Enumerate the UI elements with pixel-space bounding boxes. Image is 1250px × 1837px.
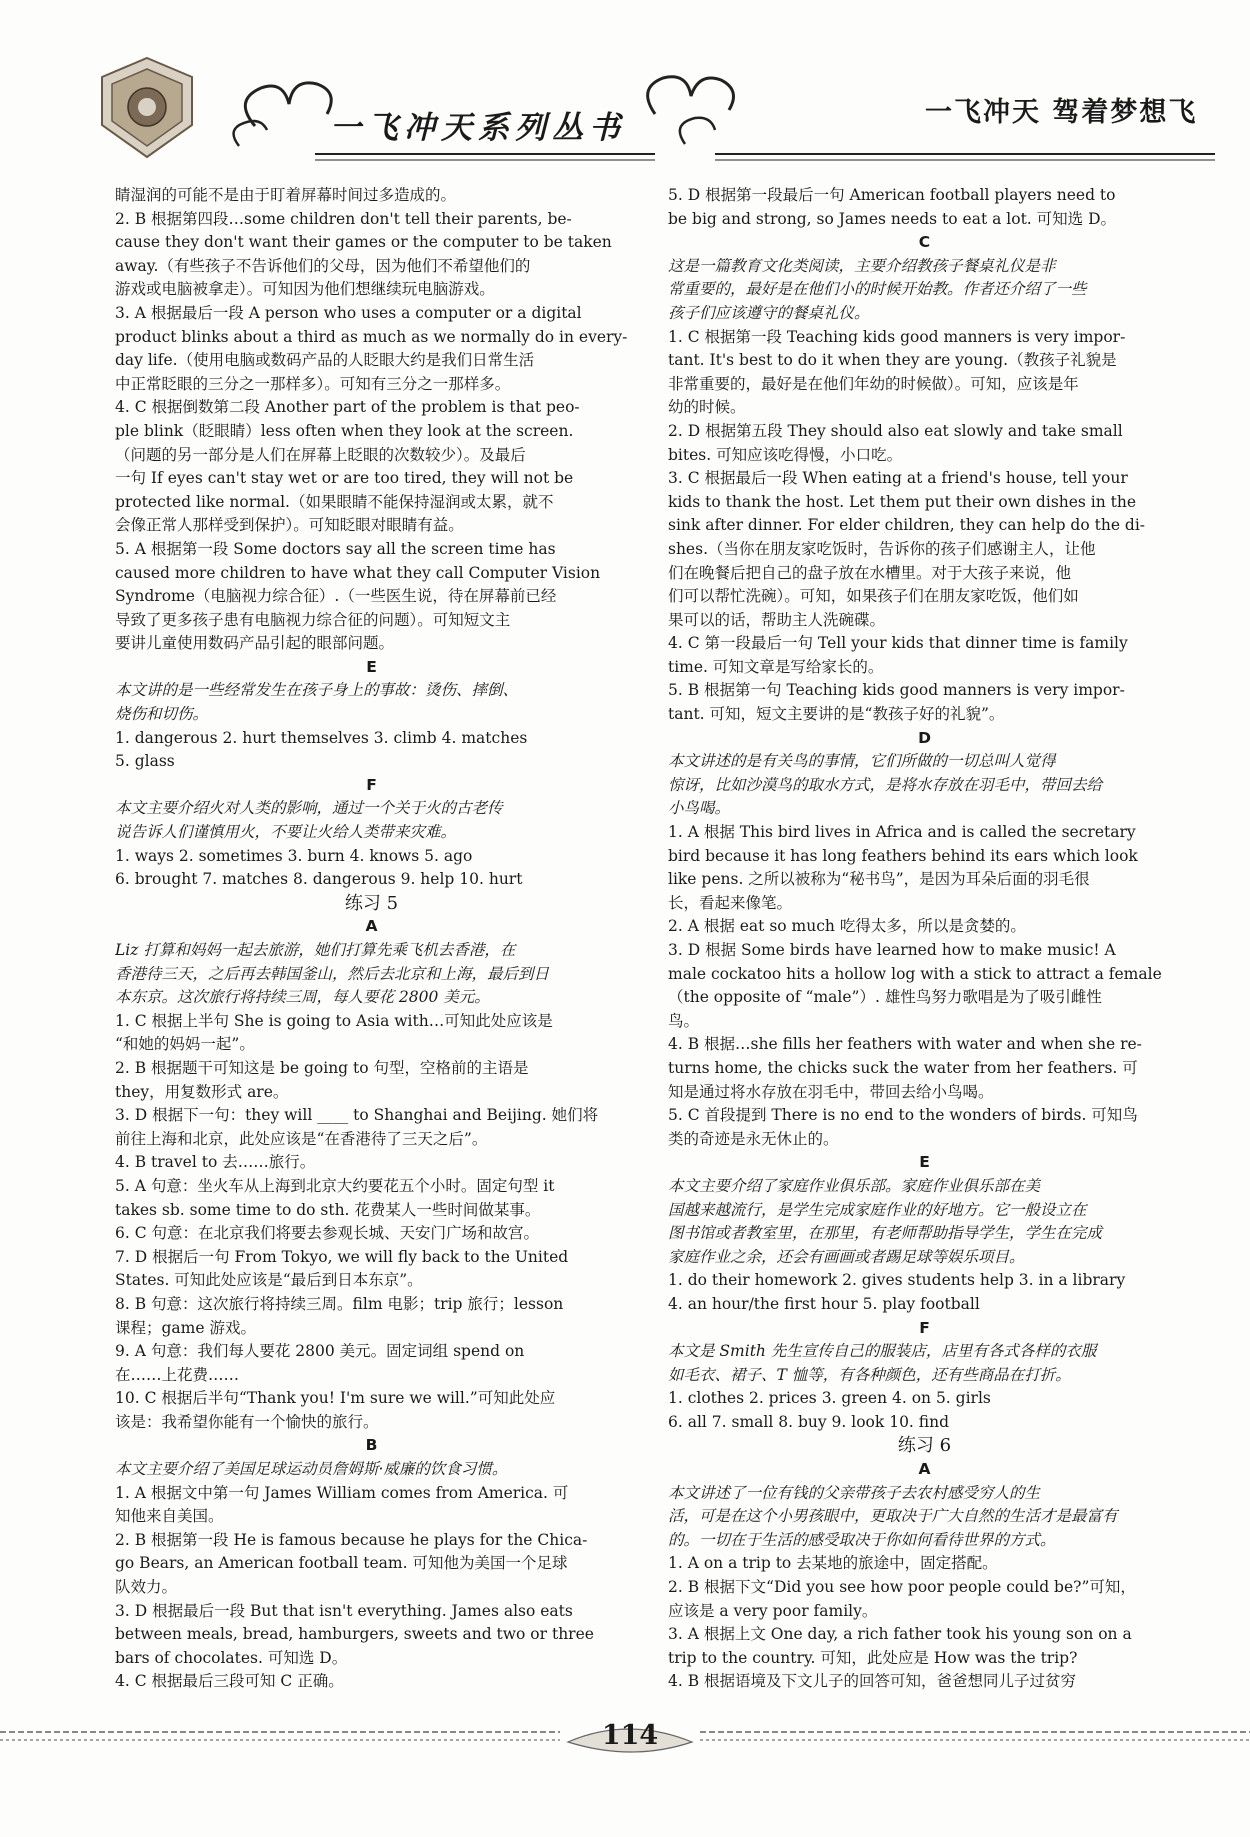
answer-line: 们在晚餐后把自己的盘子放在水槽里。对于大孩子来说，他 <box>668 563 1072 582</box>
passage-summary-line: 本文主要介绍了美国足球运动员詹姆斯·威廉的饮食习惯。 <box>115 1460 508 1479</box>
answer-line: between meals, bread, hamburgers, sweets and two or three <box>115 1625 594 1644</box>
answer-line: 该是：我希望你能有一个愉快的旅行。 <box>115 1412 379 1431</box>
answer-line: （问题的另一部分是人们在屏幕上眨眼的次数较少）。及最后 <box>115 445 526 464</box>
answer-line: 鸟。 <box>668 1011 700 1030</box>
section-letter: E <box>919 1153 930 1172</box>
answer-line: 导致了更多孩子患有电脑视力综合征的问题）。可知短文主 <box>115 610 511 629</box>
answer-line: 一句 If eyes can't stay wet or are too tired, they will not be <box>115 469 574 488</box>
answer-line: product blinks about a third as much as we normally do in every- <box>115 327 628 346</box>
passage-summary-line: 常重要的，最好是在他们小的时候开始教。作者还介绍了一些 <box>668 280 1087 299</box>
header-slogan: 一飞冲天 驾着梦想飞 <box>925 97 1198 128</box>
passage-summary-line: 的。一切在于生活的感受取决于你如何看待世界的方式。 <box>668 1530 1056 1549</box>
answer-line: 3. D 根据 Some birds have learned how to make music! A <box>668 941 1116 959</box>
answer-line: like pens. 之所以被称为“秘书鸟”，是因为耳朵后面的羽毛很 <box>668 870 1090 889</box>
answer-line: 长，看起来像笔。 <box>668 893 793 912</box>
answer-columns <box>0 184 1250 1704</box>
series-title: 一飞冲天系列丛书 <box>330 110 626 146</box>
answer-line: tant. It's best to do it when they are young.（教孩子礼貌是 <box>668 351 1117 370</box>
right-column <box>668 184 1181 1694</box>
answer-line: 5. A 根据第一段 Some doctors say all the screen time has <box>115 539 556 558</box>
answer-line: 果可以的话，帮助主人洗碗碟。 <box>668 610 886 629</box>
answer-line: takes sb. some time to do sth. 花费某人一些时间做某事。 <box>115 1200 541 1219</box>
answer-line: 在……上花费…… <box>115 1365 240 1384</box>
section-letter: E <box>366 657 377 676</box>
answer-line: kids to thank the host. Let them put their own dishes in the <box>668 492 1137 511</box>
answer-line: day life.（使用电脑或数码产品的人眨眼大约是我们日常生活 <box>115 351 535 370</box>
answer-line: 1. dangerous 2. hurt themselves 3. climb 4. matches <box>115 728 528 747</box>
passage-summary-line: 本文主要介绍火对人类的影响，通过一个关于火的古老传 <box>115 799 503 818</box>
passage-summary-line: 烧伤和切伤。 <box>115 705 209 724</box>
section-letter: A <box>918 1460 931 1479</box>
answer-line: 1. A 根据 This bird lives in Africa and is called the secretary <box>668 823 1136 842</box>
answer-line: 4. B 根据…she fills her feathers with water and when she re- <box>668 1035 1142 1054</box>
answer-line: ple blink（眨眼睛）less often when they look at the screen. <box>115 421 574 440</box>
answer-line: 1. C 根据第一段 Teaching kids good manners is very impor- <box>668 327 1126 346</box>
answer-line: 1. A 根据文中第一句 James William comes from America. 可 <box>115 1483 569 1502</box>
answer-line: sink after dinner. For elder children, they can help do the di- <box>668 516 1146 535</box>
answer-line: 幼的时候。 <box>668 398 746 417</box>
answer-line: 1. A on a trip to 去某地的旅途中，固定搭配。 <box>668 1554 998 1573</box>
answer-line: be big and strong, so James needs to eat a lot. 可知选 D。 <box>668 209 1117 228</box>
answer-line: 课程；game 游戏。 <box>115 1318 256 1337</box>
answer-line: 1. clothes 2. prices 3. green 4. on 5. girls <box>668 1389 991 1408</box>
answer-line: 2. B 根据第四段…some children don't tell their parents, be- <box>115 209 572 228</box>
answer-line: 中正常眨眼的三分之一那样多）。可知有三分之一那样多。 <box>115 374 511 393</box>
passage-summary-line: 国越来越流行，是学生完成家庭作业的好地方。它一般设立在 <box>668 1200 1087 1219</box>
answer-line: 3. A 根据最后一段 A person who uses a computer or a digital <box>115 303 582 322</box>
passage-summary-line: 香港待三天，之后再去韩国釜山，然后去北京和上海，最后到日 <box>115 964 550 983</box>
passage-summary-line: 本文是 Smith 先生宣传自己的服装店，店里有各式各样的衣服 <box>668 1342 1097 1361</box>
passage-summary-line: 本文讲述了一位有钱的父亲带孩子去农村感受穷人的生 <box>668 1483 1041 1502</box>
answer-line: 6. all 7. small 8. buy 9. look 10. find <box>668 1412 950 1431</box>
answer-line: 游戏或电脑被拿走）。可知因为他们想继续玩电脑游戏。 <box>115 280 495 299</box>
passage-summary-line: 本东京。这次旅行将持续三周，每人要花 2800 美元。 <box>115 988 490 1007</box>
answer-line: 9. A 句意：我们每人要花 2800 美元。固定词组 spend on <box>115 1342 525 1361</box>
answer-line: 3. C 根据最后一段 When eating at a friend's house, tell your <box>668 469 1128 488</box>
answer-line: male cockatoo hits a hollow log with a stick to attract a female <box>668 964 1162 983</box>
passage-summary-line: 图书馆或者教室里，在那里，有老师帮助指导学生，学生在完成 <box>668 1224 1103 1243</box>
answer-line: 2. B 根据题干可知这是 be going to 句型，空格前的主语是 <box>115 1058 529 1077</box>
answer-line: 7. D 根据后一句 From Tokyo, we will fly back to the United <box>115 1247 569 1266</box>
answer-line: turns home, the chicks suck the water from her feathers. 可 <box>668 1058 1138 1077</box>
answer-line: 3. D 根据最后一段 But that isn't everything. James also eats <box>115 1601 573 1620</box>
answer-line: trip to the country. 可知，此处应是 How was the trip? <box>668 1648 1078 1667</box>
answer-line: 4. C 根据最后三段可知 C 正确。 <box>115 1672 344 1691</box>
answer-line: 1. C 根据上半句 She is going to Asia with…可知此处应该是 <box>115 1011 553 1030</box>
answer-line: away.（有些孩子不告诉他们的父母，因为他们不希望他们的 <box>115 256 531 275</box>
answer-line: 6. C 句意：在北京我们将要去参观长城、天安门广场和故宫。 <box>115 1224 540 1243</box>
passage-summary-line: 小鸟喝。 <box>668 799 731 818</box>
answer-line: 5. C 首段提到 There is no end to the wonders of birds. 可知鸟 <box>668 1106 1138 1125</box>
answer-line: protected like normal.（如果眼睛不能保持湿润或太累，就不 <box>115 492 554 511</box>
answer-line: 非常重要的，最好是在他们年幼的时候做）。可知，应该是年 <box>668 374 1079 393</box>
section-letter: B <box>365 1436 378 1455</box>
answer-line: 6. brought 7. matches 8. dangerous 9. help 10. hurt <box>115 870 523 889</box>
answer-line: they，用复数形式 are。 <box>115 1082 289 1101</box>
answer-line: 2. B 根据第一段 He is famous because he plays for the Chica- <box>115 1530 588 1549</box>
answer-line: 2. A 根据 eat so much 吃得太多，所以是贪婪的。 <box>668 917 1026 936</box>
left-column <box>115 184 628 1694</box>
answer-line: 1. do their homework 2. gives students help 3. in a library <box>668 1271 1126 1290</box>
answer-line: bird because it has long feathers behind its ears which look <box>668 846 1138 865</box>
answer-line: 前往上海和北京，此处应该是“在香港待了三天之后”。 <box>115 1129 488 1148</box>
answer-line: 1. ways 2. sometimes 3. burn 4. knows 5. ago <box>115 846 473 865</box>
answer-line: States. 可知此处应该是“最后到日本东京”。 <box>115 1271 423 1290</box>
answer-line: 2. D 根据第五段 They should also eat slowly and take small <box>668 421 1123 440</box>
answer-line: 10. C 根据后半句“Thank you! I'm sure we will.”可知此处应 <box>115 1389 556 1408</box>
answer-line: Syndrome（电脑视力综合征）.（一些医生说，待在屏幕前已经 <box>115 587 557 606</box>
answer-line: 3. A 根据上文 One day, a rich father took his young son on a <box>668 1625 1132 1644</box>
answer-line: 知是通过将水存放在羽毛中，带回去给小鸟喝。 <box>668 1082 994 1101</box>
passage-summary-line: 惊讶，比如沙漠鸟的取水方式，是将水存放在羽毛中，带回去给 <box>668 775 1103 794</box>
passage-summary-line: 如毛衣、裙子、T 恤等，有各种颜色，还有些商品在打折。 <box>668 1365 1071 1384</box>
passage-summary-line: 孩子们应该遵守的餐桌礼仪。 <box>668 303 870 322</box>
answer-line: 睛湿润的可能不是由于盯着屏幕时间过多造成的。 <box>115 186 457 204</box>
passage-summary-line: Liz 打算和妈妈一起去旅游，她们打算先乘飞机去香港，在 <box>115 941 516 959</box>
answer-line: 8. B 句意：这次旅行将持续三周。film 电影；trip 旅行；lesson <box>115 1294 564 1313</box>
answer-line: 5. A 句意：坐火车从上海到北京大约要花五个小时。固定句型 it <box>115 1176 555 1195</box>
page-header <box>0 0 1250 175</box>
passage-summary-line: 本文讲述的是有关鸟的事情，它们所做的一切总叫人觉得 <box>668 752 1056 771</box>
answer-line: “和她的妈妈一起”。 <box>115 1035 255 1054</box>
passage-summary-line: 家庭作业之余，还会有画画或者踢足球等娱乐项目。 <box>668 1247 1025 1266</box>
passage-summary-line: 这是一篇教育文化类阅读，主要介绍教孩子餐桌礼仪是非 <box>668 256 1056 275</box>
answer-line: 应该是 a very poor family。 <box>668 1601 878 1620</box>
answer-line: time. 可知文章是写给家长的。 <box>668 657 884 676</box>
answer-line: bars of chocolates. 可知选 D。 <box>115 1648 348 1667</box>
page-number: 114 <box>601 1720 659 1751</box>
answer-line: 5. D 根据第一段最后一句 American football players need to <box>668 186 1116 204</box>
answer-line: 知他来自美国。 <box>115 1507 224 1526</box>
answer-line: 类的奇迹是永无休止的。 <box>668 1129 839 1148</box>
answer-line: tant. 可知，短文主要讲的是“教孩子好的礼貌”。 <box>668 705 1005 724</box>
answer-line: 会像正常人那样受到保护）。可知眨眼对眼睛有益。 <box>115 516 464 535</box>
answer-line: 5. glass <box>115 752 175 771</box>
answer-line: 3. D 根据下一句：they will ____ to Shanghai and Beijing. 她们将 <box>115 1106 599 1125</box>
answer-line: 4. B 根据语境及下文儿子的回答可知，爸爸想同儿子过贫穷 <box>668 1672 1077 1691</box>
answer-line: shes.（当你在朋友家吃饭时，告诉你的孩子们感谢主人，让他 <box>668 539 1096 558</box>
section-letter: F <box>366 775 377 794</box>
answer-line: caused more children to have what they call Computer Vision <box>115 563 601 582</box>
passage-summary-line: 本文主要介绍了家庭作业俱乐部。家庭作业俱乐部在美 <box>668 1176 1041 1195</box>
passage-summary-line: 说告诉人们谨慎用火，不要让火给人类带来灾难。 <box>115 823 457 842</box>
answer-line: 4. C 第一段最后一句 Tell your kids that dinner time is family <box>668 634 1128 653</box>
answer-line: 4. an hour/the first hour 5. play football <box>668 1294 980 1313</box>
answer-line: bites. 可知应该吃得慢，小口吃。 <box>668 445 903 464</box>
section-letter: F <box>919 1318 930 1337</box>
section-letter: D <box>918 728 931 747</box>
section-letter: A <box>365 917 378 936</box>
answer-line: 5. B 根据第一句 Teaching kids good manners is very impor- <box>668 681 1125 700</box>
passage-summary-line: 本文讲的是一些经常发生在孩子身上的事故：烫伤、摔倒、 <box>115 681 519 700</box>
answer-line: 们可以帮忙洗碗）。可知，如果孩子们在朋友家吃饭，他们如 <box>668 587 1079 606</box>
exercise-title: 练习 5 <box>344 892 399 914</box>
exercise-title: 练习 6 <box>897 1435 952 1457</box>
answer-line: 4. B travel to 去……旅行。 <box>115 1153 316 1172</box>
answer-line: 队效力。 <box>115 1578 178 1597</box>
answer-line: 4. C 根据倒数第二段 Another part of the problem is that peo- <box>115 398 580 417</box>
section-letter: C <box>918 233 931 252</box>
answer-line: cause they don't want their games or the computer to be taken <box>115 233 612 252</box>
school-emblem-icon <box>92 55 202 160</box>
answer-line: go Bears, an American football team. 可知他为美国一个足球 <box>115 1554 568 1573</box>
answer-line: 2. B 根据下文“Did you see how poor people could be?”可知， <box>668 1578 1136 1597</box>
passage-summary-line: 活，可是在这个小男孩眼中，更取决于广大自然的生活才是最富有 <box>668 1507 1118 1526</box>
answer-line: 要讲儿童使用数码产品引起的眼部问题。 <box>115 634 395 653</box>
answer-line: （the opposite of “male”）. 雄性鸟努力歌唱是为了吸引雌性 <box>668 988 1102 1007</box>
